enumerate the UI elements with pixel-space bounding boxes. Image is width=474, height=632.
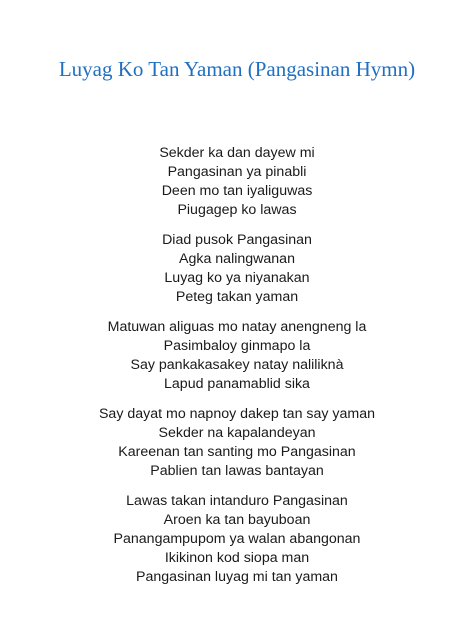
stanza-3: [20, 318, 454, 394]
lyric-line: Lapud panamablid sika: [164, 376, 310, 392]
lyric-line: Say dayat mo napnoy dakep tan say yaman: [98, 406, 376, 422]
stanza-5: [20, 492, 454, 587]
lyric-line: Peteg takan yaman: [175, 289, 299, 305]
lyric-line: Say pankakasakey natay naliliknà: [130, 357, 344, 373]
stanza-4: [20, 405, 454, 481]
lyric-line: Pangasinan ya pinabli: [167, 164, 307, 180]
lyric-line: Piugagep ko lawas: [177, 202, 297, 218]
lyric-line: Ikikinon kod siopa man: [164, 550, 310, 566]
lyric-line: Lawas takan intanduro Pangasinan: [126, 493, 348, 509]
lyric-line: Matuwan aliguas mo natay anengneng la: [107, 319, 367, 335]
lyric-line: Pangasinan luyag mi tan yaman: [136, 569, 338, 585]
lyric-line: Aroen ka tan bayuboan: [163, 512, 311, 528]
lyric-line: Sekder ka dan dayew mi: [159, 145, 315, 161]
lyric-line: Deen mo tan iyaliguwas: [161, 183, 313, 199]
stanza-2: [20, 231, 454, 307]
page-title: Luyag Ko Tan Yaman (Pangasinan Hymn): [58, 57, 416, 81]
lyric-line: Diad pusok Pangasinan: [162, 232, 312, 248]
lyric-line: Pasimbaloy ginmapo la: [163, 338, 311, 354]
lyric-line: Agka nalingwanan: [179, 251, 295, 267]
stanza-1: [20, 144, 454, 220]
lyric-line: Luyag ko ya niyanakan: [164, 270, 310, 286]
lyric-line: Sekder na kapalandeyan: [158, 425, 316, 441]
hymn-lyrics: [20, 144, 454, 598]
lyric-line: Panangampupom ya walan abangonan: [113, 531, 361, 547]
lyric-line: Kareenan tan santing mo Pangasinan: [118, 444, 356, 460]
lyric-line: Pablien tan lawas bantayan: [150, 463, 324, 479]
